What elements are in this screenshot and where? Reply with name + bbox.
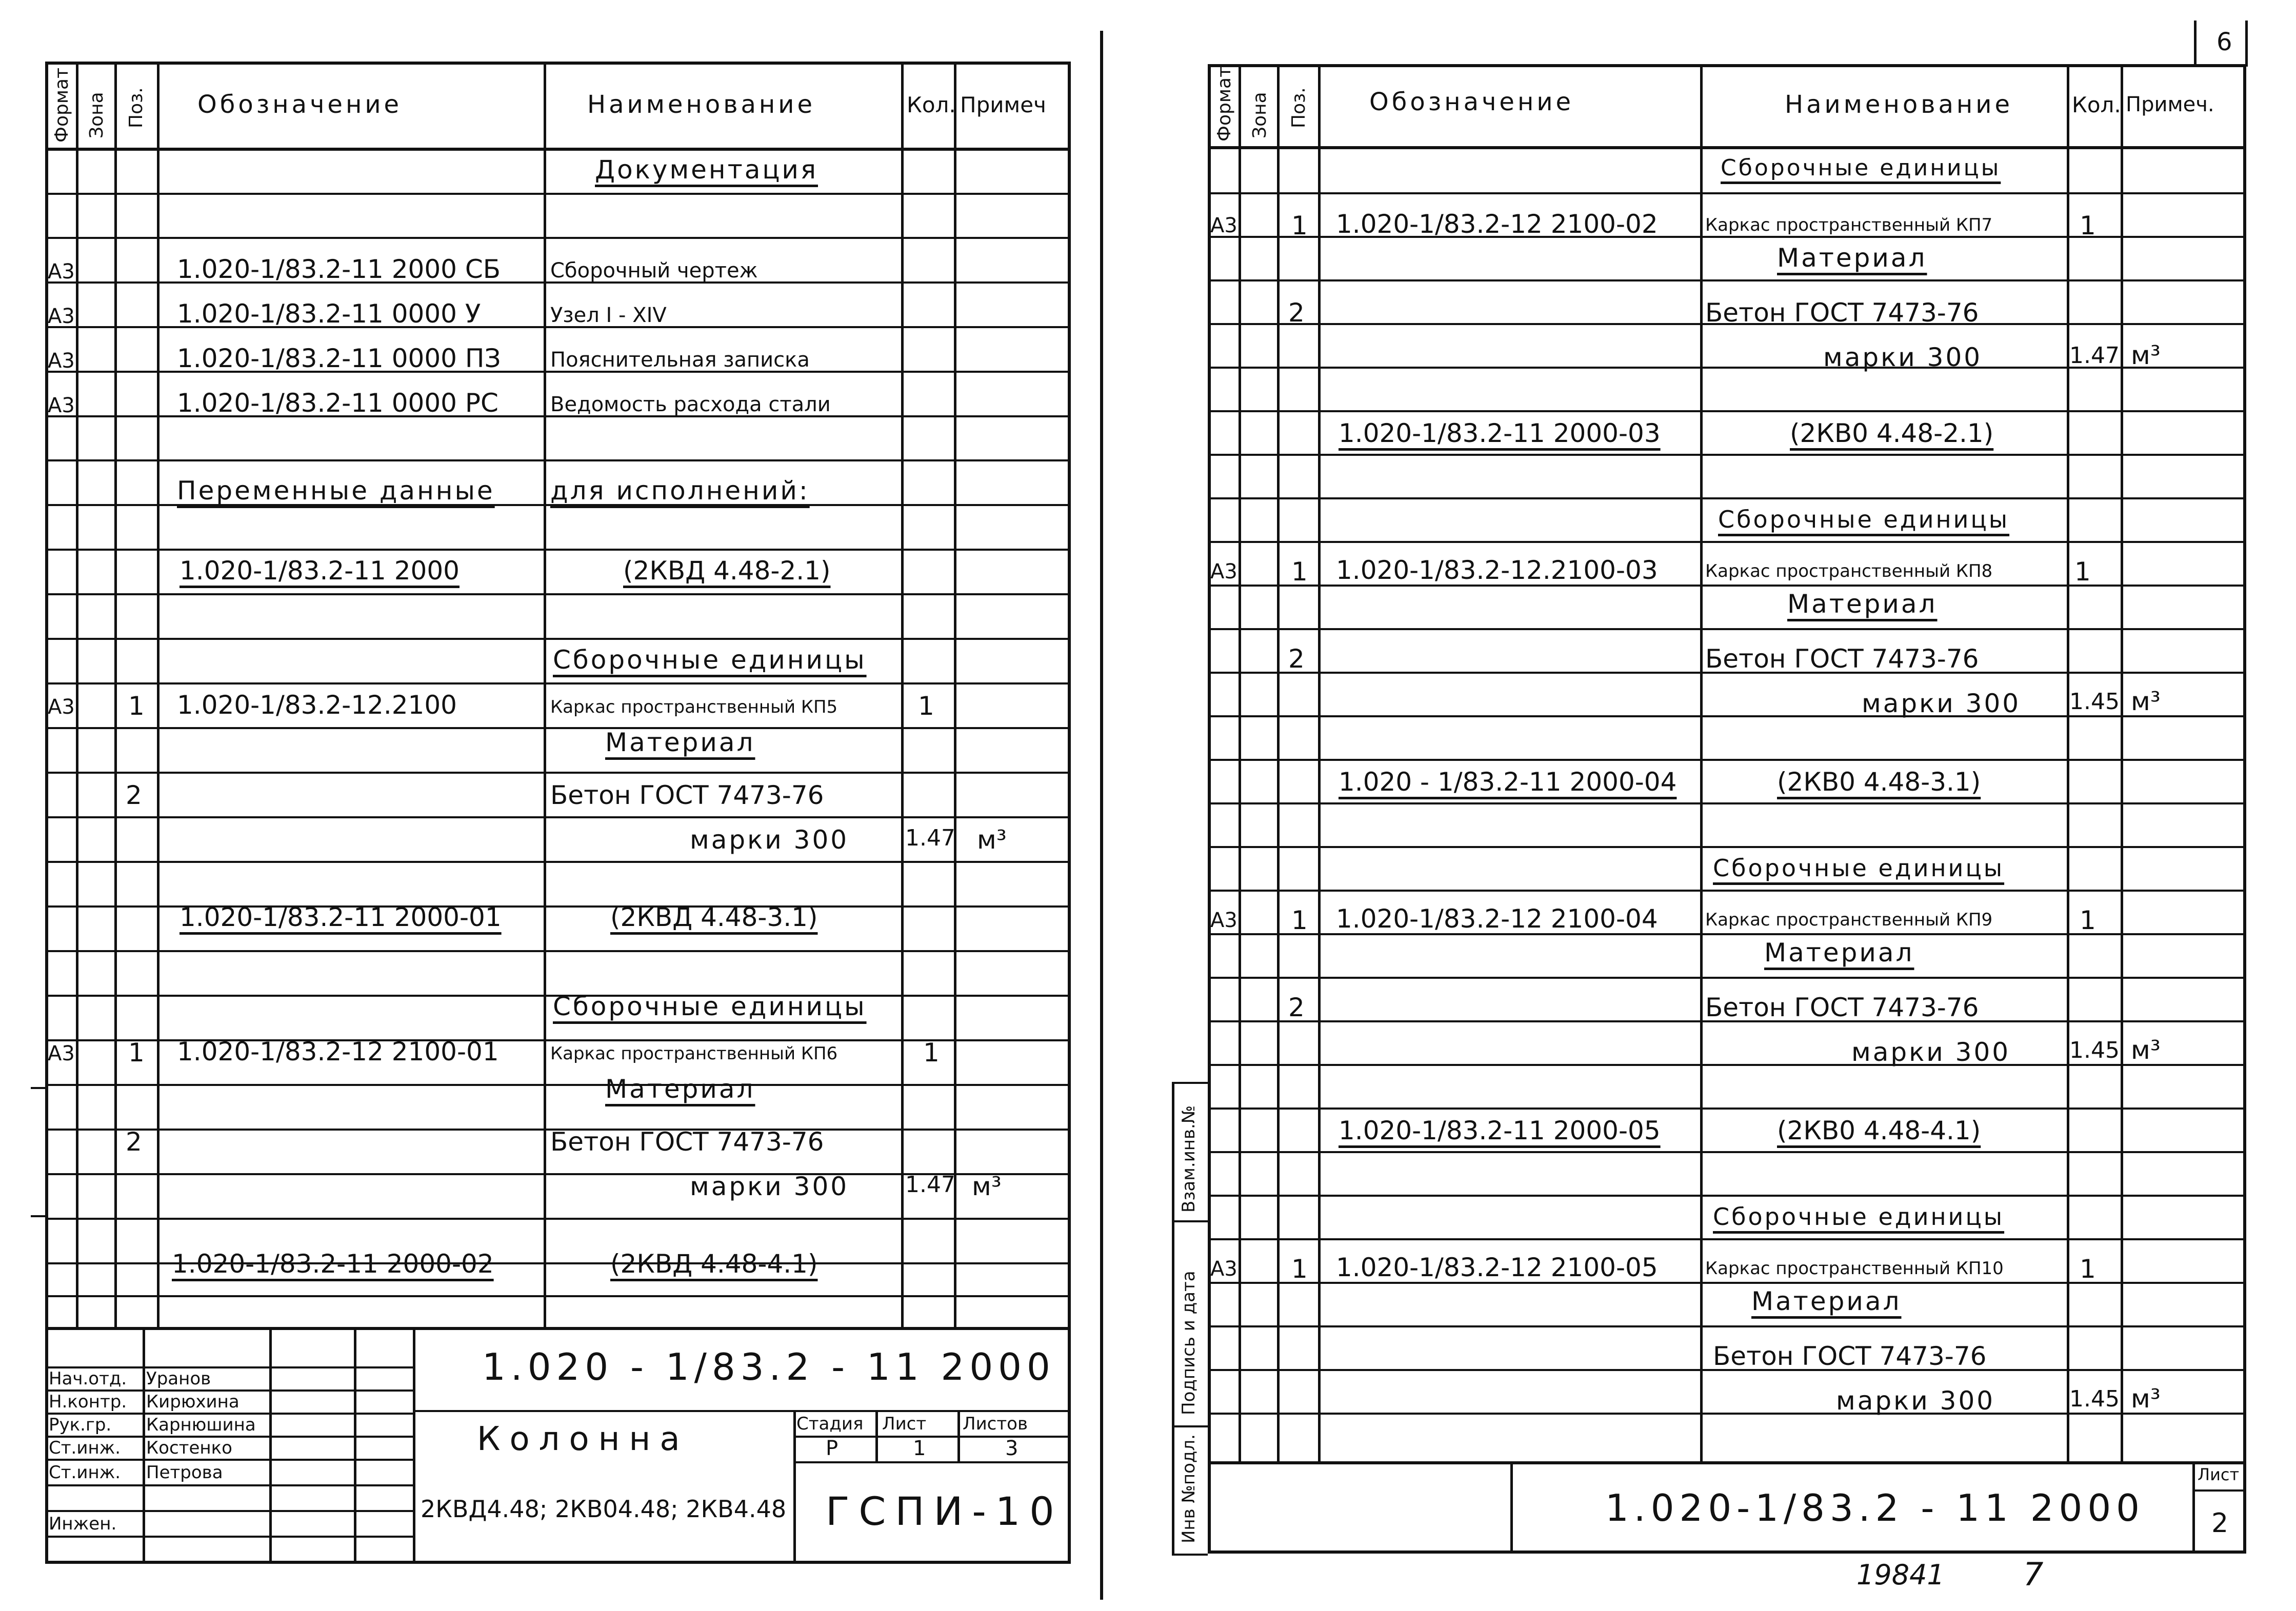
row-unit: м³ bbox=[977, 825, 1007, 855]
stamp-line bbox=[793, 1461, 1071, 1463]
col-header-format: Формат bbox=[1214, 66, 1235, 142]
row-line bbox=[1208, 715, 2246, 717]
doc-format: А3 bbox=[48, 349, 75, 373]
col-header-designation: Обозначение bbox=[197, 90, 403, 119]
stamp-org: ГСПИ-10 bbox=[826, 1488, 1064, 1534]
stamp-line bbox=[957, 1410, 960, 1461]
row-line bbox=[1208, 846, 2246, 848]
concrete-grade: марки 300 bbox=[1836, 1386, 1995, 1416]
row-line bbox=[1208, 977, 2246, 979]
concrete-name: Бетон ГОСТ 7473-76 bbox=[1713, 1341, 1987, 1371]
row-pos: 2 bbox=[1288, 298, 1305, 328]
concrete-name: Бетон ГОСТ 7473-76 bbox=[550, 1127, 824, 1157]
row-designation: 1.020-1/83.2-12.2100-03 bbox=[1336, 555, 1658, 585]
left-header-line bbox=[45, 148, 1071, 151]
concrete-name: Бетон ГОСТ 7473-76 bbox=[1705, 298, 1979, 328]
variant-code: (2КВД 4.48-2.1) bbox=[623, 556, 831, 586]
variant-designation: 1.020-1/83.2-11 2000-05 bbox=[1339, 1116, 1661, 1145]
row-unit: м³ bbox=[972, 1172, 1002, 1201]
row-line bbox=[1208, 454, 2246, 456]
row-designation: 1.020-1/83.2-12 2100-05 bbox=[1336, 1253, 1658, 1282]
page-number-box bbox=[2245, 21, 2248, 67]
row-line bbox=[45, 459, 1071, 461]
col-line bbox=[1700, 64, 1703, 1461]
row-qty: 1.45 bbox=[2069, 1386, 2120, 1412]
stamp-subtitle: 2КВД4.48; 2КВ04.48; 2КВ4.48 bbox=[421, 1495, 787, 1523]
stamp-line bbox=[2192, 1489, 2246, 1492]
section-title: Сборочные единицы bbox=[1713, 854, 2005, 882]
stamp-sheets-label: Листов bbox=[963, 1414, 1028, 1434]
col-header-format: Формат bbox=[51, 67, 72, 143]
row-name: Каркас пространственный КП7 bbox=[1705, 215, 1993, 235]
variant-designation: 1.020-1/83.2-11 2000-02 bbox=[172, 1249, 494, 1279]
row-line bbox=[1208, 410, 2246, 412]
row-unit: м³ bbox=[2131, 1384, 2161, 1414]
page-number-box bbox=[2194, 21, 2197, 67]
col-line bbox=[2121, 64, 2123, 1461]
row-line bbox=[1208, 279, 2246, 281]
material-title: Материал bbox=[1787, 589, 1938, 619]
footer-page: 7 bbox=[2023, 1556, 2044, 1593]
side-strip-line bbox=[1172, 1554, 1208, 1556]
stamp-line bbox=[45, 1536, 413, 1538]
row-designation: 1.020-1/83.2-12 2100-01 bbox=[177, 1037, 499, 1066]
doc-name: Пояснительная записка bbox=[550, 348, 810, 372]
row-unit: м³ bbox=[2131, 687, 2161, 716]
col-header-pos: Поз. bbox=[126, 87, 147, 128]
row-format: А3 bbox=[1210, 1257, 1237, 1281]
col-line bbox=[544, 62, 546, 1327]
row-line bbox=[45, 1084, 1071, 1086]
row-line bbox=[45, 682, 1071, 684]
row-line bbox=[45, 549, 1071, 551]
stamp-line bbox=[354, 1327, 356, 1564]
side-label-signature: Подпись и дата bbox=[1179, 1271, 1199, 1415]
material-title: Материал bbox=[605, 1074, 755, 1104]
row-line bbox=[45, 772, 1071, 774]
col-line bbox=[2067, 64, 2069, 1461]
row-name: Каркас пространственный КП10 bbox=[1705, 1258, 2004, 1279]
col-header-note: Примеч bbox=[960, 92, 1046, 117]
concrete-grade: марки 300 bbox=[690, 1172, 849, 1201]
variant-code: (2КВ0 4.48-2.1) bbox=[1790, 418, 1994, 448]
row-line bbox=[1208, 1238, 2246, 1240]
variable-data-label: Переменные данные bbox=[177, 476, 495, 506]
row-line bbox=[45, 950, 1071, 952]
doc-name: Узел I - XIV bbox=[550, 304, 667, 327]
doc-designation: 1.020-1/83.2-11 0000 У bbox=[177, 299, 481, 329]
section-title: Сборочные единицы bbox=[553, 645, 867, 675]
row-unit: м³ bbox=[2131, 1035, 2161, 1065]
left-frame bbox=[45, 62, 1071, 1564]
col-header-pos: Поз. bbox=[1288, 87, 1309, 128]
row-line bbox=[1208, 890, 2246, 892]
doc-name: Ведомость расхода стали bbox=[550, 393, 831, 416]
stamp-line bbox=[143, 1327, 145, 1564]
stamp-person: Уранов bbox=[146, 1368, 211, 1389]
col-header-note: Примеч. bbox=[2126, 93, 2214, 116]
row-qty: 1.45 bbox=[2069, 689, 2120, 715]
row-line bbox=[45, 1218, 1071, 1220]
right-stamp-top-line bbox=[1208, 1461, 2246, 1464]
concrete-name: Бетон ГОСТ 7473-76 bbox=[1705, 644, 1979, 674]
stamp-stage: Р bbox=[826, 1437, 838, 1460]
row-format: А3 bbox=[1210, 214, 1237, 237]
col-line bbox=[901, 62, 904, 1327]
row-line bbox=[1208, 541, 2246, 543]
left-sheet bbox=[0, 0, 1128, 1611]
concrete-grade: марки 300 bbox=[1862, 689, 2021, 718]
stamp-person: Карнюшина bbox=[146, 1415, 256, 1435]
row-name: Каркас пространственный КП6 bbox=[550, 1043, 838, 1064]
row-designation: 1.020-1/83.2-12.2100 bbox=[177, 690, 457, 720]
row-name: Каркас пространственный КП9 bbox=[1705, 910, 1993, 930]
side-label-replace: Взам.инв.№ bbox=[1179, 1105, 1199, 1213]
row-line bbox=[1208, 1064, 2246, 1066]
section-title: Сборочные единицы bbox=[1718, 506, 2010, 533]
row-unit: м³ bbox=[2131, 340, 2161, 370]
variant-code: (2КВД 4.48-4.1) bbox=[610, 1249, 818, 1279]
row-pos: 1 bbox=[128, 1038, 145, 1068]
stamp-stage-label: Стадия bbox=[796, 1414, 864, 1434]
section-title: Сборочные единицы bbox=[1713, 1203, 2005, 1231]
col-line bbox=[76, 62, 78, 1327]
row-line bbox=[1208, 628, 2246, 630]
section-title: Сборочные единицы bbox=[553, 992, 867, 1021]
variant-designation: 1.020 - 1/83.2-11 2000-04 bbox=[1339, 767, 1677, 797]
row-qty: 1 bbox=[918, 691, 934, 721]
doc-format: А3 bbox=[48, 305, 75, 328]
doc-designation: 1.020-1/83.2-11 2000 СБ bbox=[177, 254, 501, 284]
row-qty: 1 bbox=[2074, 557, 2091, 587]
doc-name: Сборочный чертеж bbox=[550, 259, 758, 283]
variant-designation: 1.020-1/83.2-11 2000-03 bbox=[1339, 418, 1661, 448]
row-pos: 1 bbox=[1291, 1254, 1308, 1284]
page-number: 6 bbox=[2217, 28, 2232, 56]
stamp-sheet-label: Лист bbox=[2198, 1465, 2240, 1484]
row-line bbox=[45, 237, 1071, 239]
row-format: А3 bbox=[1210, 909, 1237, 932]
row-line bbox=[45, 638, 1071, 640]
row-line bbox=[1208, 802, 2246, 804]
stamp-person: Петрова bbox=[146, 1462, 223, 1483]
row-pos: 2 bbox=[1288, 993, 1305, 1022]
row-qty: 1 bbox=[2080, 211, 2096, 240]
col-line bbox=[114, 62, 117, 1327]
row-line bbox=[1208, 1325, 2246, 1327]
row-line bbox=[1208, 1151, 2246, 1153]
stamp-role: Рук.гр. bbox=[49, 1415, 112, 1435]
material-title: Материал bbox=[605, 728, 755, 757]
footer-number: 19841 bbox=[1856, 1559, 1945, 1591]
stamp-line bbox=[875, 1410, 878, 1461]
col-line bbox=[157, 62, 159, 1327]
material-title: Материал bbox=[1764, 938, 1914, 968]
variant-code: (2КВ0 4.48-4.1) bbox=[1777, 1116, 1981, 1145]
row-line bbox=[1208, 1413, 2246, 1415]
row-format: А3 bbox=[48, 695, 75, 719]
page-divider bbox=[1100, 31, 1103, 1600]
col-header-designation: Обозначение bbox=[1369, 88, 1574, 116]
stamp-line bbox=[1510, 1461, 1513, 1554]
stamp-role: Нач.отд. bbox=[49, 1368, 127, 1389]
stamp-role: Ст.инж. bbox=[49, 1438, 121, 1458]
right-header-line bbox=[1208, 146, 2246, 149]
stamp-person: Костенко bbox=[146, 1438, 232, 1458]
row-pos: 1 bbox=[1291, 905, 1308, 935]
row-qty: 1.45 bbox=[2069, 1037, 2120, 1063]
row-line bbox=[1208, 1107, 2246, 1110]
stamp-line bbox=[269, 1327, 272, 1564]
row-pos: 2 bbox=[126, 1127, 142, 1157]
row-qty: 1 bbox=[2080, 1254, 2096, 1284]
margin-tick bbox=[31, 1087, 45, 1089]
row-line bbox=[1208, 192, 2246, 194]
stamp-code: 1.020 - 1/83.2 - 11 2000 bbox=[482, 1345, 1055, 1388]
col-header-qty: Кол. bbox=[2072, 92, 2121, 117]
row-pos: 2 bbox=[1288, 644, 1305, 674]
row-qty: 1.47 bbox=[905, 825, 955, 851]
variant-designation: 1.020-1/83.2-11 2000 bbox=[179, 556, 460, 586]
row-line bbox=[45, 1295, 1071, 1297]
stamp-line bbox=[45, 1484, 413, 1486]
stamp-sheets: 3 bbox=[1005, 1437, 1019, 1460]
stamp-sheet: 1 bbox=[913, 1437, 926, 1460]
concrete-grade: марки 300 bbox=[690, 825, 849, 855]
row-pos: 1 bbox=[1291, 211, 1308, 240]
stamp-line bbox=[793, 1410, 796, 1564]
doc-format: А3 bbox=[48, 394, 75, 417]
stamp-line bbox=[45, 1459, 413, 1461]
row-format: А3 bbox=[48, 1042, 75, 1065]
row-pos: 1 bbox=[1291, 557, 1308, 587]
stamp-line bbox=[2192, 1461, 2195, 1554]
row-qty: 1.47 bbox=[2069, 343, 2120, 369]
stamp-role: Ст.инж. bbox=[49, 1462, 121, 1483]
col-line bbox=[954, 62, 956, 1327]
row-line bbox=[45, 193, 1071, 195]
side-strip-line bbox=[1172, 1082, 1174, 1554]
stamp-line bbox=[413, 1327, 415, 1564]
section-title: Сборочные единицы bbox=[1721, 155, 2001, 181]
doc-section-title: Документация bbox=[595, 155, 818, 185]
stamp-code: 1.020-1/83.2 - 11 2000 bbox=[1605, 1486, 2145, 1529]
margin-tick bbox=[31, 1215, 45, 1217]
concrete-grade: марки 300 bbox=[1851, 1037, 2011, 1067]
side-strip-line bbox=[1172, 1425, 1208, 1427]
stamp-title: Колонна bbox=[477, 1420, 689, 1458]
stamp-person: Кирюхина bbox=[146, 1392, 239, 1412]
col-header-qty: Кол. bbox=[907, 92, 956, 117]
right-frame bbox=[1208, 64, 2246, 1554]
col-header-name: Наименование bbox=[587, 90, 816, 119]
row-line bbox=[45, 727, 1071, 729]
concrete-name: Бетон ГОСТ 7473-76 bbox=[550, 780, 824, 810]
row-line bbox=[1208, 759, 2246, 761]
variant-code: (2КВ0 4.48-3.1) bbox=[1777, 767, 1981, 797]
side-label-inventory: Инв №подл. bbox=[1179, 1434, 1199, 1543]
col-line bbox=[1277, 64, 1280, 1461]
stamp-sheet-label: Лист bbox=[882, 1414, 927, 1434]
variable-data-label-2: для исполнений: bbox=[550, 476, 810, 506]
col-line bbox=[1318, 64, 1321, 1461]
row-line bbox=[45, 816, 1071, 818]
col-header-zone: Зона bbox=[1249, 92, 1270, 138]
concrete-name: Бетон ГОСТ 7473-76 bbox=[1705, 993, 1979, 1022]
stamp-sheet: 2 bbox=[2211, 1508, 2229, 1539]
row-name: Каркас пространственный КП5 bbox=[550, 697, 838, 717]
concrete-grade: марки 300 bbox=[1823, 343, 1983, 372]
side-strip-line bbox=[1172, 1220, 1208, 1222]
row-designation: 1.020-1/83.2-12 2100-04 bbox=[1336, 904, 1658, 934]
row-line bbox=[45, 861, 1071, 863]
row-line bbox=[1208, 497, 2246, 499]
variant-code: (2КВД 4.48-3.1) bbox=[610, 902, 818, 932]
stamp-role: Н.контр. bbox=[49, 1392, 127, 1412]
variant-designation: 1.020-1/83.2-11 2000-01 bbox=[179, 902, 502, 932]
doc-designation: 1.020-1/83.2-11 0000 РС bbox=[177, 388, 498, 418]
material-title: Материал bbox=[1777, 243, 1927, 273]
material-title: Материал bbox=[1751, 1286, 1902, 1316]
row-designation: 1.020-1/83.2-12 2100-02 bbox=[1336, 209, 1658, 239]
stamp-top-line bbox=[45, 1327, 1071, 1330]
stamp-line bbox=[45, 1510, 413, 1512]
row-line bbox=[45, 593, 1071, 595]
row-qty: 1.47 bbox=[905, 1172, 955, 1198]
row-format: А3 bbox=[1210, 560, 1237, 583]
stamp-line bbox=[413, 1410, 1071, 1412]
row-line bbox=[1208, 1195, 2246, 1197]
row-qty: 1 bbox=[2080, 905, 2096, 935]
doc-designation: 1.020-1/83.2-11 0000 ПЗ bbox=[177, 344, 501, 373]
row-pos: 1 bbox=[128, 691, 145, 721]
right-sheet bbox=[1128, 0, 2296, 1611]
stamp-role: Инжен. bbox=[49, 1514, 117, 1534]
side-strip-line bbox=[1172, 1082, 1208, 1084]
row-name: Каркас пространственный КП8 bbox=[1705, 561, 1993, 581]
row-pos: 2 bbox=[126, 780, 142, 810]
col-header-name: Наименование bbox=[1785, 90, 2013, 119]
col-header-zone: Зона bbox=[86, 92, 107, 138]
row-qty: 1 bbox=[923, 1038, 940, 1068]
doc-format: А3 bbox=[48, 260, 75, 284]
col-line bbox=[1239, 64, 1241, 1461]
